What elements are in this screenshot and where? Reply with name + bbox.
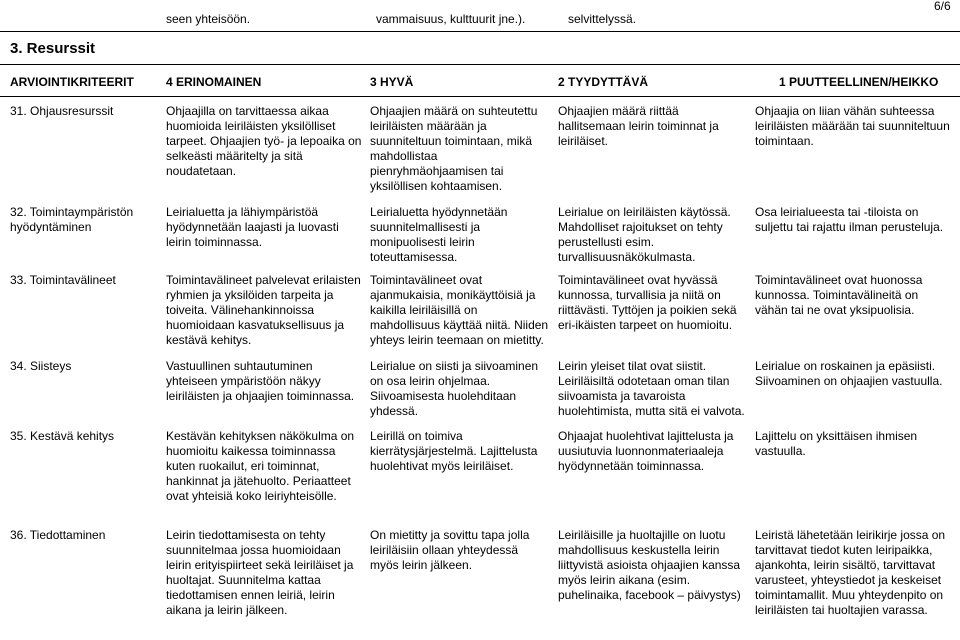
criterion-cell: 33. Toimintavälineet	[10, 273, 116, 287]
criterion-cell: 35. Kestävä kehitys	[10, 429, 115, 443]
satisfactory-cell: Leirialue on leiriläisten käytössä. Mahdolliset rajoitukset on tehty perustellusti esim. turvallisuusnäkökulmasta.	[558, 205, 731, 264]
header-excellent: 4 ERINOMAINEN	[166, 75, 262, 89]
criterion-cell: 31. Ohjausresurssit	[10, 104, 114, 118]
good-cell: Leirillä on toimiva kierrätysjärjestelmä. Lajittelusta huolehtivat myös leiriläiset.	[370, 429, 538, 473]
section-title: 3. Resurssit	[10, 40, 96, 57]
excellent-cell: Toimintavälineet palvelevat erilaisten ryhmien ja yksilöiden tarpeita ja toiveita. Välinehankinnoissa huomioidaan kasvatuksellisuus ja kestävä kehitys.	[166, 273, 361, 347]
page-number: 6/6	[934, 0, 951, 13]
top-fragment-2: vammaisuus, kulttuurit jne.).	[376, 12, 526, 26]
top-fragment-3: selvittelyssä.	[568, 12, 637, 26]
excellent-cell: Vastuullinen suhtautuminen yhteiseen ympäristöön näkyy leiriläisten ja ohjaajien toiminnassa.	[166, 359, 355, 403]
header-good: 3 HYVÄ	[370, 75, 414, 89]
weak-cell: Toimintavälineet ovat huonossa kunnossa. Toimintavälineitä on vähän tai ne ovat yksipuolisia.	[755, 273, 923, 317]
satisfactory-cell: Ohjaajat huolehtivat lajittelusta ja uusiutuvia luonnonmateriaaleja hyödynnetään toiminnassa.	[558, 429, 734, 473]
criterion-cell: 32. Toimintaympäristön hyödyntäminen	[10, 205, 134, 234]
weak-cell: Ohjaajia on liian vähän suhteessa leiriläisten määrään tai suunniteltuun toimintaan.	[755, 104, 950, 148]
weak-cell: Leirialue on roskainen ja epäsiisti. Siivoaminen on ohjaajien vastuulla.	[755, 359, 943, 388]
header-weak: 1 PUUTTEELLINEN/HEIKKO	[779, 75, 939, 89]
top-fragment-1: seen yhteisöön.	[166, 12, 251, 26]
criterion-cell: 34. Siisteys	[10, 359, 72, 373]
weak-cell: Lajittelu on yksittäisen ihmisen vastuulla.	[755, 429, 918, 458]
weak-cell: Leiristä lähetetään leirikirje jossa on tarvittavat tiedot kuten leiripaikka, ajankohta, leirin sisältö, tarvittavat varusteet, yhteystiedot ja keskeiset toimintamallit. Muu yhteydenpito on leiriläisten tai huoltajien varassa.	[755, 528, 946, 617]
weak-cell: Osa leirialueesta tai -tiloista on suljettu tai rajattu ilman perusteluja.	[755, 205, 944, 234]
good-cell: On mietitty ja sovittu tapa jolla leiriläisiin ollaan yhteydessä myös leirin jälkeen.	[370, 528, 530, 572]
good-cell: Toimintavälineet ovat ajanmukaisia, monikäyttöisiä ja kaikilla leiriläisillä on mahdollisuus käyttää niitä. Niiden yhteys leirin teemaan on mietitty.	[370, 273, 549, 347]
criterion-cell: 36. Tiedottaminen	[10, 528, 106, 542]
satisfactory-cell: Ohjaajien määrä riittää hallitsemaan leirin toiminnat ja leiriläiset.	[558, 104, 719, 148]
good-cell: Ohjaajien määrä on suhteutettu leiriläisten määrään ja suunniteltuun toimintaan, mikä mahdollistaa pienryhmäohjaamisen tai yksilöllisen kohtaamisen.	[370, 104, 538, 193]
excellent-cell: Leirialuetta ja lähiympäristöä hyödynnetään laajasti ja luovasti leirin toiminnassa.	[166, 205, 339, 249]
satisfactory-cell: Leirin yleiset tilat ovat siistit. Leiriläisiltä odotetaan oman tilan siivoamista ja tavaroista huolehtimista, mutta sitä ei valvota.	[558, 359, 745, 418]
rule-top	[0, 31, 960, 32]
rule-header-top	[0, 64, 960, 65]
satisfactory-cell: Toimintavälineet ovat hyvässä kunnossa, turvallisia ja niitä on riittävästi. Tyttöjen ja poikien sekä eri-ikäisten tarpeet on huomioitu.	[558, 273, 737, 332]
header-criteria: ARVIOINTIKRITEERIT	[10, 75, 134, 89]
excellent-cell: Kestävän kehityksen näkökulma on huomioitu kaikessa toiminnassa kuten ruokailut, eri toiminnat, hankinnat ja jätehuolto. Periaatteet ovat yhteisiä koko leiriyhteisölle.	[166, 429, 355, 503]
header-satisfactory: 2 TYYDYTTÄVÄ	[558, 75, 649, 89]
excellent-cell: Leirin tiedottamisesta on tehty suunnitelmaa jossa huomioidaan leirin erityispiirteet sekä leiriläiset ja huoltajat. Suunnitelma kattaa tiedottamisen ennen leiriä, leirin aikana ja leirin jälkeen.	[166, 528, 354, 617]
excellent-cell: Ohjaajilla on tarvittaessa aikaa huomioida leiriläisten yksilölliset tarpeet. Ohjaajien työ- ja lepoaika on selkeästi määritelty ja sitä noudatetaan.	[166, 104, 362, 178]
good-cell: Leirialue on siisti ja siivoaminen on osa leirin ohjelmaa. Siivoamisesta huolehditaan yhdessä.	[370, 359, 539, 418]
good-cell: Leirialuetta hyödynnetään suunnitelmallisesti ja monipuolisesti leirin toteuttamisessa.	[370, 205, 508, 264]
rule-header-bottom	[0, 96, 960, 97]
satisfactory-cell: Leiriläisille ja huoltajille on luotu mahdollisuus keskustella leirin liittyvistä asioista ohjaajien kanssa myös leirin aikana (esim. puhelinaika, facebook – päivystys)	[558, 528, 741, 602]
